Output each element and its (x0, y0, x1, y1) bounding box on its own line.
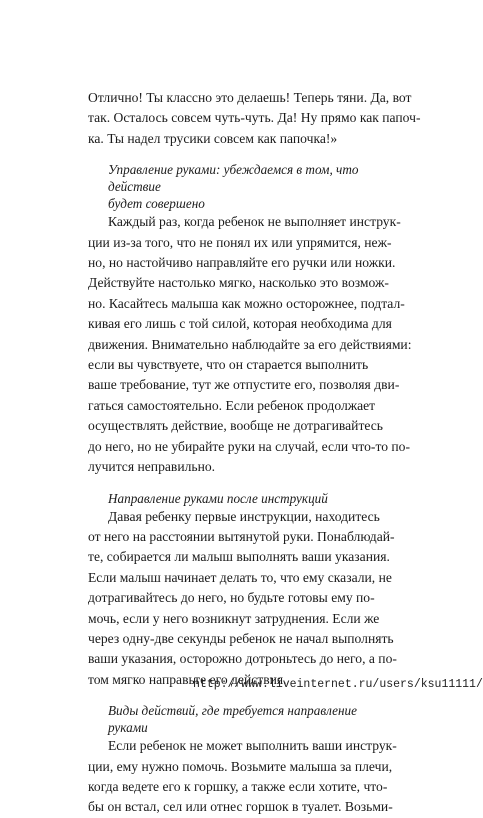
text-line: Если ребенок не может выполнить ваши инструк- (108, 738, 397, 754)
text-line: ции, ему нужно помочь. Возьмите малыша за плечи, (88, 758, 393, 774)
page-body (88, 88, 421, 818)
text-line: ваши указания, осторожно дотроньтесь до него, а по- (88, 651, 397, 667)
text-line: мочь, если у него возникнут затруднения. Если же (88, 610, 380, 626)
text-line: но, но настойчиво направляйте его ручки или ножки. (88, 255, 396, 271)
text-line: гаться самостоятельно. Если ребенок продолжает (88, 397, 376, 413)
watermark-link[interactable]: http://www.liveinternet.ru/users/ksu11111/ (193, 678, 483, 691)
text-line: дотрагивайтесь до него, но будьте готовы ему по- (88, 590, 375, 606)
text-line: Если малыш начинает делать то, что ему сказали, не (88, 569, 392, 585)
text-line: те, собирается ли малыш выполнять ваши указания. (88, 549, 390, 565)
text-line: лучится неправильно. (88, 459, 216, 475)
text-line: Отлично! Ты классно это делаешь! Теперь тяни. Да, вот (88, 90, 412, 105)
section-paragraph (88, 507, 397, 691)
section-heading (88, 161, 368, 212)
text-line: Действуйте настолько мягко, насколько это возмож- (88, 275, 389, 291)
text-line: осуществлять действие, вообще не дотрагивайтесь (88, 418, 383, 434)
text-line: от него на расстоянии вытянутой руки. Понаблюдай- (88, 528, 395, 544)
text-line: Каждый раз, когда ребенок не выполняет инструк- (108, 214, 401, 230)
text-line: бы он встал, сел или отнес горшок в туалет. Возьми- (88, 799, 393, 815)
text-line: кивая его лишь с той силой, которая необходима для (88, 316, 392, 332)
text-line: через одну-две секунды ребенок не начал выполнять (88, 630, 394, 646)
heading-line: Направление руками после инструкций (108, 490, 328, 506)
text-line: ваше требование, тут же отпустите его, позволяя дви- (88, 377, 400, 393)
text-line: если вы чувствуете, что он старается выполнить (88, 357, 369, 373)
text-line: ка. Ты надел трусики совсем как папочка!» (88, 130, 338, 146)
text-line: ции из-за того, что не понял их или упрямится, неж- (88, 234, 392, 250)
section-heading (88, 702, 368, 736)
heading-line: Управление руками: убеждаемся в том, что действие (108, 162, 359, 195)
section-paragraph (88, 212, 412, 477)
text-line: так. Осталось совсем чуть-чуть. Да! Ну прямо как папоч- (88, 110, 421, 126)
text-line: когда ведете его к горшку, а также если хотите, что- (88, 778, 388, 794)
text-line: Давая ребенку первые инструкции, находитесь (108, 508, 380, 524)
text-line: том мягко направьте его действия. (88, 671, 287, 687)
heading-line: Виды действий, где требуется направление руками (108, 703, 357, 736)
text-line: но. Касайтесь малыша как можно осторожнее, подтал- (88, 295, 405, 311)
text-line: движения. Внимательно наблюдайте за его действиями: (88, 336, 412, 352)
heading-line: будет совершено (108, 196, 205, 212)
text-line: до него, но не убирайте руки на случай, если что-то по- (88, 438, 411, 454)
section-heading (88, 490, 368, 507)
intro-paragraph (88, 88, 421, 149)
section-paragraph (88, 736, 397, 818)
